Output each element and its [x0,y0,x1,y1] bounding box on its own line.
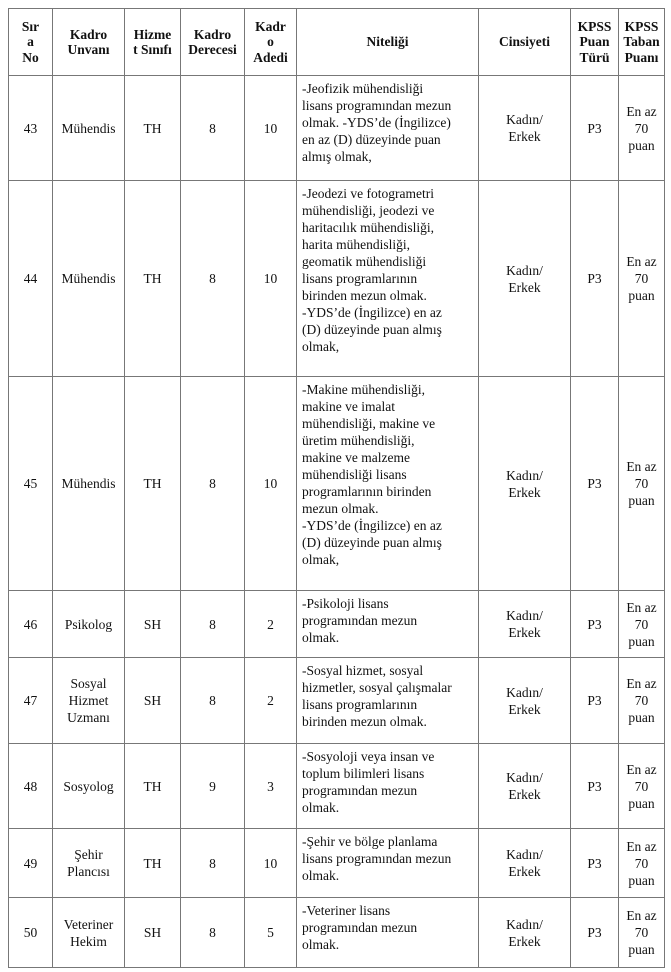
cell-text-line: puan [628,795,655,811]
cell-text-line: mühendisliği lisans [302,467,407,482]
cell-text-line: Psikolog [64,616,113,632]
cell-text: 8 [209,693,216,708]
cell-no [9,898,53,968]
header-kpss-type: KPSS Puan Türü [571,9,619,76]
cell-text-line: (D) düzeyinde puan almış [302,322,442,337]
cell-text: 10 [263,271,278,286]
cell-text-line: 70 [634,855,649,871]
cell-text-line: -Sosyoloji veya insan ve [302,749,435,764]
table-row [9,377,665,591]
cell-text: P3 [587,120,602,136]
cell-service-class [125,658,181,744]
cell-qualification [297,181,479,377]
cell-no [9,181,53,377]
cell-kpss-type [571,377,619,591]
cell-text-line: -Sosyal hizmet, sosyal [302,663,424,678]
header-count: Kadr o Adedi [245,9,297,76]
cell-text-line: -Jeodezi ve fotogrametri [302,186,434,201]
cell-text-line: En az [626,838,657,854]
cell-count [245,658,297,744]
cell-count [245,898,297,968]
cell-text: P3 [587,693,602,708]
cell-text-line: birinden mezun olmak. [302,714,427,729]
cell-qualification [297,377,479,591]
cell-text-line: olmak. [302,800,340,815]
cell-text-line: haritacılık mühendisliği, [302,220,434,235]
table-row [9,76,665,181]
cell-count [245,591,297,658]
cell-title [53,658,125,744]
table-body [9,76,665,968]
cell-kpss-min-score [619,181,665,377]
cell-service-class [125,829,181,898]
cell-text: TH [143,476,162,491]
cell-service-class [125,76,181,181]
cell-text: 10 [263,120,278,136]
cell-degree [181,744,245,829]
cell-kpss-min-score [619,591,665,658]
cell-qualification [297,898,479,968]
header-qualification: Niteliği [297,9,479,76]
cell-kpss-type [571,744,619,829]
cell-kpss-type [571,898,619,968]
cell-text: 8 [209,925,216,940]
cell-text-line: En az [626,459,657,474]
header-title: Kadro Unvanı [53,9,125,76]
cell-gender [479,76,571,181]
cell-text-line: Erkek [508,279,541,295]
cell-text-line: olmak. [302,937,340,952]
table-row [9,658,665,744]
cell-kpss-min-score [619,658,665,744]
cell-text-line: makine ve malzeme [302,450,410,465]
cell-text-line: lisans programlarının [302,271,418,286]
cell-text-line: 70 [634,616,649,632]
cell-text-line: Sosyal [70,676,107,691]
cell-text-line: Kadın/ [506,467,543,483]
cell-text: 2 [267,616,274,632]
cell-text: 8 [209,271,216,286]
cell-text-line: Erkek [508,701,541,717]
cell-text-line: Erkek [508,484,541,500]
cell-text-line: 70 [634,271,649,286]
cell-gender [479,658,571,744]
cell-kpss-type [571,829,619,898]
cell-degree [181,829,245,898]
cell-text: P3 [587,271,602,286]
cell-gender [479,744,571,829]
cell-gender [479,591,571,658]
cell-no [9,829,53,898]
cell-title [53,181,125,377]
cell-text: TH [143,855,162,871]
cell-kpss-type [571,76,619,181]
cell-no [9,591,53,658]
cell-no [9,377,53,591]
header-no: Sır a No [9,9,53,76]
cell-text-line: puan [628,493,655,508]
cell-text-line: Uzmanı [67,710,110,725]
cell-text-line: almış olmak, [302,149,372,164]
cell-text-line: olmak, [302,339,340,354]
cell-gender [479,377,571,591]
cell-text: P3 [587,476,602,491]
cell-kpss-min-score [619,76,665,181]
cell-count [245,377,297,591]
cell-text-line: en az (D) düzeyinde puan [302,132,441,147]
cell-degree [181,76,245,181]
cell-text-line: -Veteriner lisans [302,903,391,918]
cell-text-line: olmak. -YDS’de (İngilizce) [302,115,451,130]
cell-text: 50 [23,925,38,940]
cell-kpss-min-score [619,377,665,591]
cell-no [9,658,53,744]
cell-text: 47 [23,693,38,708]
cell-text-line: puan [628,137,655,153]
cell-kpss-min-score [619,829,665,898]
cell-text-line: Kadın/ [506,608,543,623]
cell-text: SH [143,693,162,708]
cell-kpss-min-score [619,744,665,829]
cell-text-line: lisans programından mezun [302,851,452,866]
cell-count [245,76,297,181]
cell-degree [181,181,245,377]
cell-text-line: mezun olmak. [302,501,379,516]
cell-qualification [297,658,479,744]
cell-text-line: lisans programından mezun [302,98,452,113]
cell-text: 3 [267,778,274,794]
cell-qualification [297,744,479,829]
table-row [9,898,665,968]
cell-count [245,744,297,829]
cell-text-line: Mühendis [61,476,116,491]
cell-text-line: 70 [634,476,649,491]
cell-text-line: programından mezun [302,783,418,798]
cell-degree [181,658,245,744]
cell-text: SH [143,616,162,632]
cell-text-line: 70 [634,120,649,136]
cell-text-line: mühendisliği, makine ve [302,416,436,431]
cell-text-line: puan [628,288,655,303]
table-row [9,829,665,898]
cell-text-line: puan [628,710,655,725]
cell-no [9,76,53,181]
cell-title [53,377,125,591]
cell-text: 8 [209,476,216,491]
cell-text: TH [143,271,162,286]
cell-degree [181,591,245,658]
cell-service-class [125,591,181,658]
cell-text-line: Kadın/ [506,262,543,278]
cell-text-line: puan [628,633,655,649]
cell-text-line: mühendisliği, jeodezi ve [302,203,435,218]
cell-text-line: -Makine mühendisliği, [302,382,425,397]
cell-text: 5 [267,925,274,940]
cell-text-line: Erkek [508,933,541,949]
cell-text-line: harita mühendisliği, [302,237,410,252]
cell-qualification [297,591,479,658]
cell-text-line: 70 [634,925,649,940]
cell-text-line: Hekim [70,933,107,949]
cell-text-line: -YDS’de (İngilizce) en az [302,518,442,533]
cell-text-line: Mühendis [61,271,116,286]
cell-text-line: Hizmet [68,693,109,708]
cell-text: 8 [209,855,216,871]
cell-service-class [125,377,181,591]
cell-kpss-type [571,591,619,658]
cell-gender [479,829,571,898]
cell-title [53,76,125,181]
cell-service-class [125,181,181,377]
cell-text-line: birinden mezun olmak. [302,288,427,303]
header-gender: Cinsiyeti [479,9,571,76]
cell-text: 44 [23,271,38,286]
cell-text-line: En az [626,761,657,777]
table-row [9,181,665,377]
cell-text-line: Erkek [508,625,541,640]
cell-text-line: olmak, [302,552,340,567]
cell-text-line: (D) düzeyinde puan almış [302,535,442,550]
cell-text-line: üretim mühendisliği, [302,433,415,448]
cell-text: 9 [209,778,216,794]
cell-text-line: Erkek [508,129,541,144]
cell-text-line: En az [626,676,657,691]
cell-qualification [297,829,479,898]
cell-count [245,829,297,898]
cell-text: TH [143,120,162,136]
cell-text: 43 [23,120,38,136]
cell-text-line: En az [626,254,657,269]
cell-kpss-type [571,658,619,744]
cell-text-line: Kadın/ [506,770,543,785]
cell-text-line: 70 [634,778,649,794]
cell-title [53,591,125,658]
cell-text-line: -Şehir ve bölge planlama [302,834,438,849]
header-degree: Kadro Derecesi [181,9,245,76]
cell-title [53,898,125,968]
cell-text-line: Kadın/ [506,847,543,862]
header-kpss-min-score: KPSS Taban Puanı [619,9,665,76]
table-row [9,744,665,829]
cell-text: 10 [263,476,278,491]
cell-text-line: Kadın/ [506,684,543,700]
cell-text-line: 70 [634,693,649,708]
cell-text-line: Veteriner [63,916,114,932]
cell-text-line: En az [626,103,657,119]
cell-service-class [125,898,181,968]
table-row [9,591,665,658]
cell-text-line: Mühendis [61,120,116,136]
cell-degree [181,898,245,968]
cell-text: P3 [587,855,602,871]
cell-gender [479,898,571,968]
cell-text-line: lisans programlarının [302,697,418,712]
cell-text-line: En az [626,599,657,615]
cell-text: 45 [23,476,38,491]
cell-kpss-min-score [619,898,665,968]
cell-title [53,829,125,898]
cell-text: 10 [263,855,278,871]
cell-text-line: programından mezun [302,613,418,628]
cell-text: 49 [23,855,38,871]
cell-count [245,181,297,377]
cell-text-line: hizmetler, sosyal çalışmalar [302,680,452,695]
cell-text: 8 [209,120,216,136]
cell-text-line: puan [628,872,655,888]
cell-text-line: Kadın/ [506,916,543,932]
header-service-class: Hizme t Sınıfı [125,9,181,76]
cell-title [53,744,125,829]
cell-text: 8 [209,616,216,632]
cell-text-line: toplum bilimleri lisans [302,766,425,781]
cell-text-line: -YDS’de (İngilizce) en az [302,305,442,320]
cell-text-line: programlarının birinden [302,484,432,499]
cell-text: 46 [23,616,38,632]
staff-positions-table [8,8,665,968]
cell-qualification [297,76,479,181]
cell-text-line: olmak. [302,630,340,645]
cell-text: TH [143,778,162,794]
cell-no [9,744,53,829]
cell-text-line: Kadın/ [506,112,543,127]
cell-text: 48 [23,778,38,794]
cell-text-line: Plancısı [67,864,110,879]
cell-text-line: Erkek [508,864,541,879]
cell-text-line: En az [626,908,657,923]
cell-text-line: geomatik mühendisliği [302,254,427,269]
cell-text-line: olmak. [302,868,340,883]
cell-text: P3 [587,616,602,632]
cell-degree [181,377,245,591]
cell-kpss-type [571,181,619,377]
cell-text-line: -Psikoloji lisans [302,596,389,611]
cell-text-line: makine ve imalat [302,399,395,414]
cell-gender [479,181,571,377]
cell-service-class [125,744,181,829]
cell-text-line: Erkek [508,787,541,802]
cell-text-line: programından mezun [302,920,418,935]
cell-text-line: Şehir [74,847,103,862]
cell-text-line: -Jeofizik mühendisliği [302,81,424,96]
cell-text: P3 [587,778,602,794]
cell-text-line: Sosyolog [63,778,114,794]
table-header-row [9,9,665,76]
cell-text-line: puan [628,942,655,957]
cell-text: SH [143,925,162,940]
cell-text: 2 [267,693,274,708]
cell-text: P3 [587,925,602,940]
